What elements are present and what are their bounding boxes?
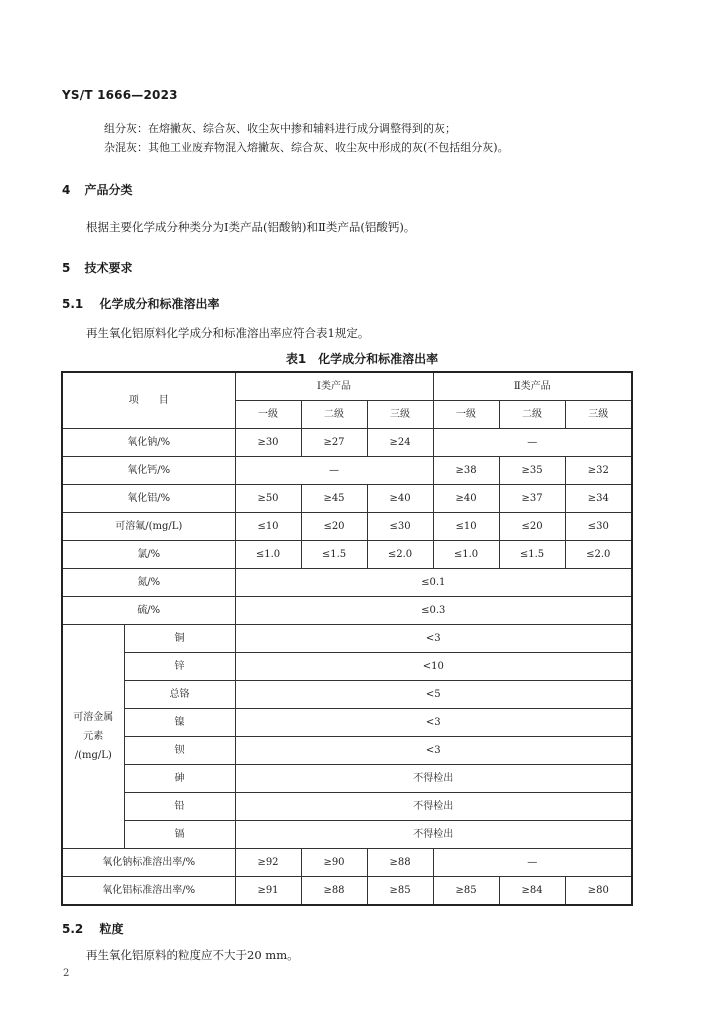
cell-value: ≥27 [301, 429, 367, 457]
header-item: 项 目 [62, 372, 235, 429]
row-label: 砷 [124, 765, 235, 793]
cell-value: ≤10 [433, 513, 499, 541]
section-4-body: 根据主要化学成分种类分为Ⅰ类产品(铝酸钠)和Ⅱ类产品(铝酸钙)。 [86, 220, 416, 234]
cell-value: ≥40 [433, 485, 499, 513]
header-grade: 二级 [499, 401, 565, 429]
row-sulfur [62, 597, 632, 625]
row-sodium-oxide [62, 429, 632, 457]
row-label: 铜 [124, 625, 235, 653]
header-class-2: Ⅱ类产品 [433, 372, 632, 401]
cell-value: 不得检出 [235, 793, 632, 821]
section-5-1-heading [62, 295, 219, 312]
row-label: 锌 [124, 653, 235, 681]
cell-value: ≤0.3 [235, 597, 632, 625]
row-label: 可溶氟/(mg/L) [62, 513, 235, 541]
cell-value: ≤1.0 [433, 541, 499, 569]
section-number: 4 [62, 183, 71, 197]
row-soluble-fluorine [62, 513, 632, 541]
cell-value: ≤1.5 [499, 541, 565, 569]
section-title: 技术要求 [84, 261, 133, 275]
cell-value: ≤30 [565, 513, 632, 541]
cell-value: ≤20 [301, 513, 367, 541]
section-number: 5.2 [62, 922, 84, 936]
table-caption: 表1 化学成分和标准溶出率 [285, 352, 439, 366]
definition-component-ash: 组分灰：在熔撇灰、综合灰、收尘灰中掺和辅料进行成分调整得到的灰； [104, 122, 456, 135]
cell-value: ≤2.0 [367, 541, 433, 569]
cell-value: ≥38 [433, 457, 499, 485]
cell-value: 不得检出 [235, 765, 632, 793]
row-label: 氧化钠标准溶出率/% [62, 849, 235, 877]
cell-value: ≥85 [433, 877, 499, 906]
cell-value: ≥92 [235, 849, 301, 877]
cell-value: ≥84 [499, 877, 565, 906]
cell-value: — [433, 849, 632, 877]
metals-group-label [62, 625, 124, 849]
row-label: 氯/% [62, 541, 235, 569]
cell-value: ≥88 [367, 849, 433, 877]
section-4-heading [62, 181, 133, 198]
row-sodium-dissolution [62, 849, 632, 877]
cell-value: ≥24 [367, 429, 433, 457]
header-grade: 一级 [235, 401, 301, 429]
cell-value: ≥50 [235, 485, 301, 513]
cell-value: ≤10 [235, 513, 301, 541]
row-alumina-dissolution [62, 877, 632, 906]
standard-code: YS/T 1666—2023 [62, 88, 178, 102]
header-class-1: Ⅰ类产品 [235, 372, 433, 401]
section-title: 化学成分和标准溶出率 [99, 297, 220, 311]
cell-value: <10 [235, 653, 632, 681]
row-nickel [62, 709, 632, 737]
row-copper [62, 625, 632, 653]
row-label: 钡 [124, 737, 235, 765]
cell-value: ≤1.5 [301, 541, 367, 569]
row-label: 镍 [124, 709, 235, 737]
cell-value: ≤1.0 [235, 541, 301, 569]
row-label: 镉 [124, 821, 235, 849]
header-grade: 二级 [301, 401, 367, 429]
cell-value: <5 [235, 681, 632, 709]
row-arsenic [62, 765, 632, 793]
cell-value: ≤2.0 [565, 541, 632, 569]
cell-value: ≥85 [367, 877, 433, 906]
metals-group-label-line: /(mg/L) [74, 750, 112, 761]
row-chlorine [62, 541, 632, 569]
row-label: 氧化钠/% [62, 429, 235, 457]
metals-group-label-line: 元素 [83, 731, 104, 742]
cell-value: ≤0.1 [235, 569, 632, 597]
cell-value: ≥32 [565, 457, 632, 485]
section-title: 粒度 [99, 922, 124, 936]
row-barium [62, 737, 632, 765]
cell-value: ≥88 [301, 877, 367, 906]
cell-value: <3 [235, 709, 632, 737]
row-zinc [62, 653, 632, 681]
cell-value: ≥80 [565, 877, 632, 906]
definition-mixed-ash: 杂混灰：其他工业废弃物混入熔撇灰、综合灰、收尘灰中形成的灰(不包括组分灰)。 [104, 141, 509, 154]
chemical-composition-table [61, 371, 633, 906]
cell-value: ≤20 [499, 513, 565, 541]
cell-value: — [235, 457, 433, 485]
section-number: 5.1 [62, 297, 84, 311]
section-title: 产品分类 [84, 183, 133, 197]
header-grade: 三级 [367, 401, 433, 429]
cell-value: ≥34 [565, 485, 632, 513]
metals-group-label-line: 可溶金属 [73, 712, 114, 723]
section-5-heading [62, 259, 133, 276]
row-label: 总铬 [124, 681, 235, 709]
cell-value: ≥40 [367, 485, 433, 513]
row-label: 铅 [124, 793, 235, 821]
row-lead [62, 793, 632, 821]
cell-value: ≥91 [235, 877, 301, 906]
row-label: 氧化钙/% [62, 457, 235, 485]
row-label: 氧化铝/% [62, 485, 235, 513]
cell-value: — [433, 429, 632, 457]
header-grade: 三级 [565, 401, 632, 429]
cell-value: ≥45 [301, 485, 367, 513]
row-label: 氧化铝标准溶出率/% [62, 877, 235, 906]
cell-value: ≥90 [301, 849, 367, 877]
cell-value: ≥35 [499, 457, 565, 485]
row-alumina [62, 485, 632, 513]
cell-value: ≥37 [499, 485, 565, 513]
row-chromium [62, 681, 632, 709]
row-label: 硫/% [62, 597, 235, 625]
cell-value: <3 [235, 737, 632, 765]
section-number: 5 [62, 261, 71, 275]
section-5-1-body: 再生氧化铝原料化学成分和标准溶出率应符合表1规定。 [86, 326, 370, 340]
row-label: 氮/% [62, 569, 235, 597]
section-5-2-heading [62, 920, 123, 937]
cell-value: 不得检出 [235, 821, 632, 849]
header-grade: 一级 [433, 401, 499, 429]
row-cadmium [62, 821, 632, 849]
page-number: 2 [63, 968, 70, 979]
row-calcium-oxide [62, 457, 632, 485]
row-nitrogen [62, 569, 632, 597]
section-5-2-body: 再生氧化铝原料的粒度应不大于20 mm。 [86, 948, 299, 962]
cell-value: <3 [235, 625, 632, 653]
cell-value: ≤30 [367, 513, 433, 541]
cell-value: ≥30 [235, 429, 301, 457]
